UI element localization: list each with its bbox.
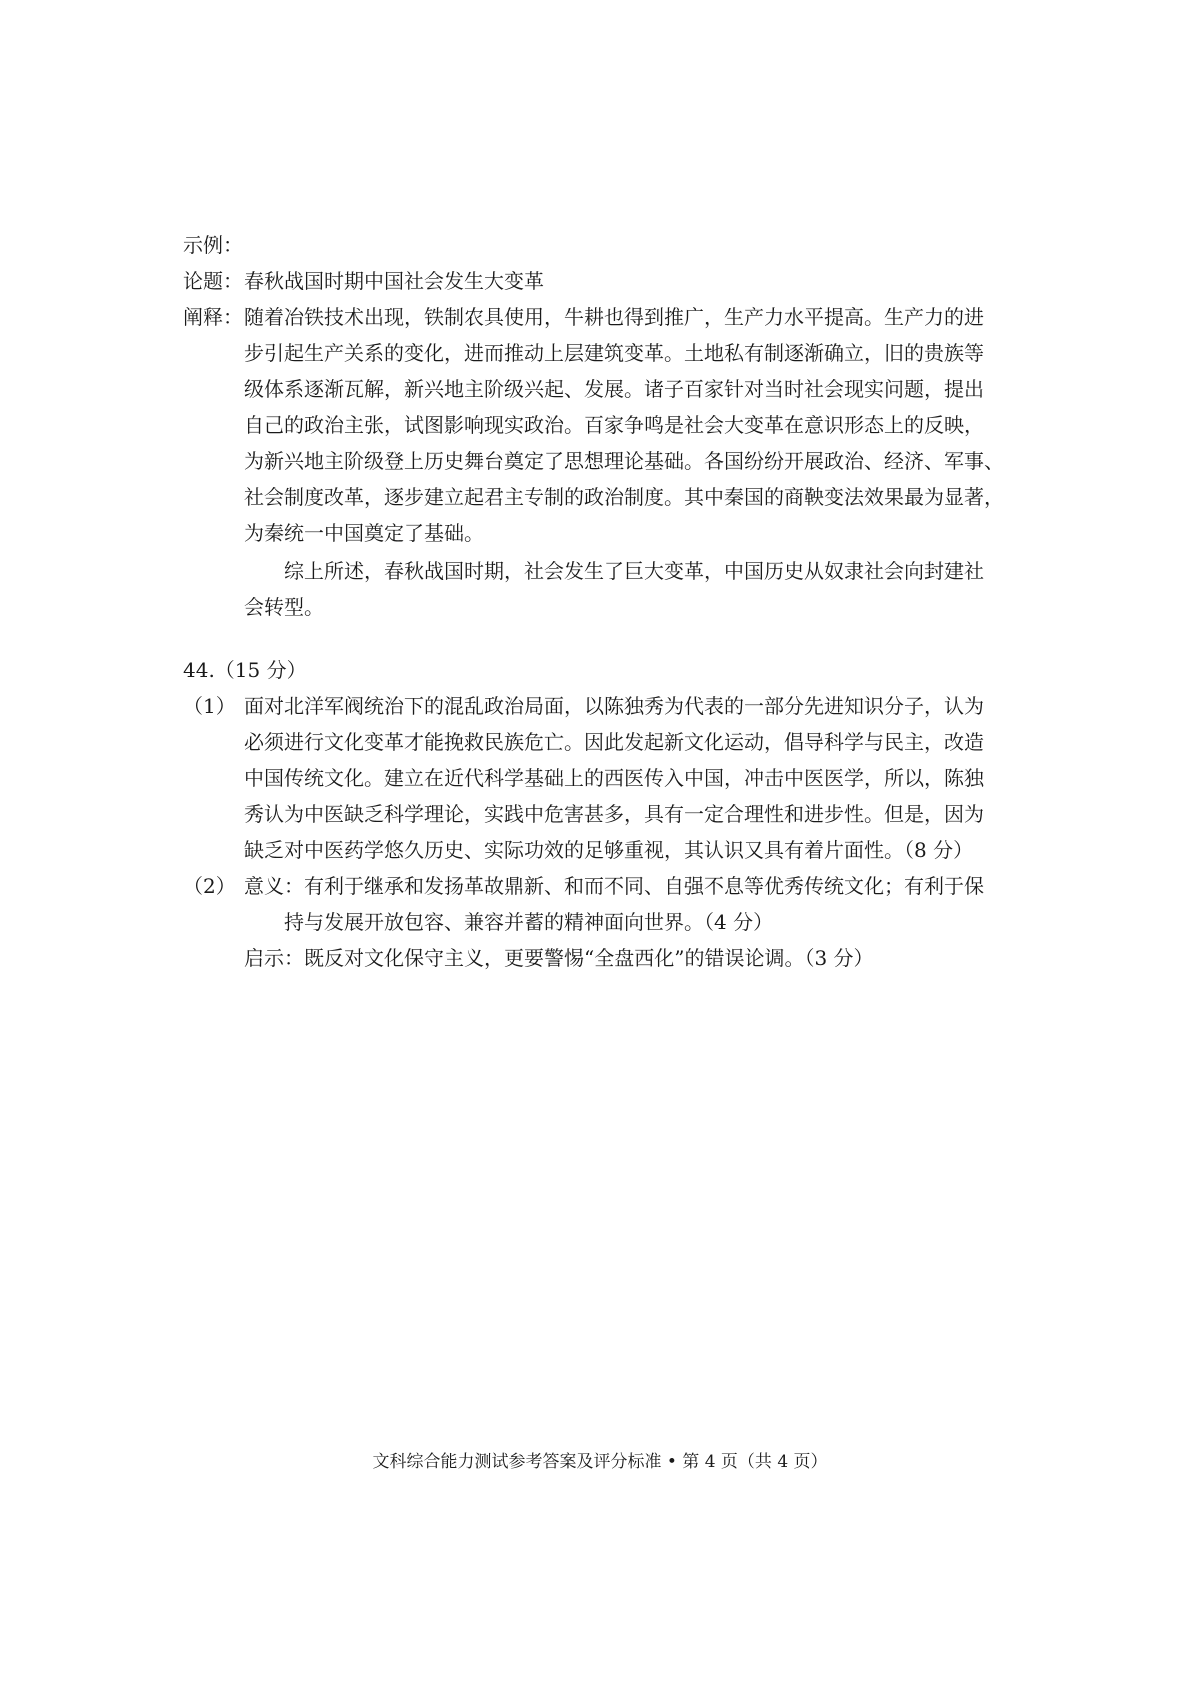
explain-line: 随着冶铁技术出现，铁制农具使用，牛耕也得到推广，生产力水平提高。生产力的进: [244, 305, 984, 329]
meaning-label: 意义：: [244, 874, 304, 898]
part1-line: 面对北洋军阀统治下的混乱政治局面，以陈独秀为代表的一部分先进知识分子，认为: [244, 694, 984, 718]
part1-line: 中国传统文化。建立在近代科学基础上的西医传入中国，冲击中医医学，所以，陈独: [244, 766, 984, 790]
conclusion-line: 会转型。: [244, 595, 324, 619]
explain-line: 自己的政治主张，试图影响现实政治。百家争鸣是社会大变革在意识形态上的反映，: [244, 413, 984, 437]
meaning-line: 持与发展开放包容、兼容并蓄的精神面向世界。（4 分）: [284, 910, 774, 934]
explain-line: 级体系逐渐瓦解，新兴地主阶级兴起、发展。诸子百家针对当时社会现实问题，提出: [244, 377, 984, 401]
meaning-line: 有利于继承和发扬革故鼎新、和而不同、自强不息等优秀传统文化；有利于保: [304, 874, 984, 898]
example-heading: 示例：: [183, 233, 243, 257]
topic-label: 论题：: [183, 269, 243, 293]
part1-line: 必须进行文化变革才能挽救民族危亡。因此发起新文化运动，倡导科学与民主，改造: [244, 730, 984, 754]
explain-label: 阐释：: [183, 305, 243, 329]
insight-label: 启示：: [244, 946, 304, 970]
topic-text: 春秋战国时期中国社会发生大变革: [244, 269, 544, 293]
part2-label: （2）: [183, 874, 236, 898]
insight-text: 既反对文化保守主义，更要警惕“全盘西化”的错误论调。（3 分）: [304, 946, 874, 970]
explain-line: 步引起生产关系的变化，进而推动上层建筑变革。土地私有制逐渐确立，旧的贵族等: [244, 341, 984, 365]
page-footer: 文科综合能力测试参考答案及评分标准 • 第 4 页（共 4 页）: [372, 1452, 828, 1472]
conclusion-line: 综上所述，春秋战国时期，社会发生了巨大变革，中国历史从奴隶社会向封建社: [284, 559, 984, 583]
part1-line: 秀认为中医缺乏科学理论，实践中危害甚多，具有一定合理性和进步性。但是，因为: [244, 802, 984, 826]
explain-line: 为新兴地主阶级登上历史舞台奠定了思想理论基础。各国纷纷开展政治、经济、军事、: [244, 449, 1004, 473]
part1-line: 缺乏对中医药学悠久历史、实际功效的足够重视，其认识又具有着片面性。（8 分）: [244, 838, 974, 862]
explain-line: 为秦统一中国奠定了基础。: [244, 521, 484, 545]
question-44-header: 44.（15 分）: [183, 658, 307, 682]
explain-line: 社会制度改革，逐步建立起君主专制的政治制度。其中秦国的商鞅变法效果最为显著，: [244, 485, 1004, 509]
part1-label: （1）: [183, 694, 236, 718]
